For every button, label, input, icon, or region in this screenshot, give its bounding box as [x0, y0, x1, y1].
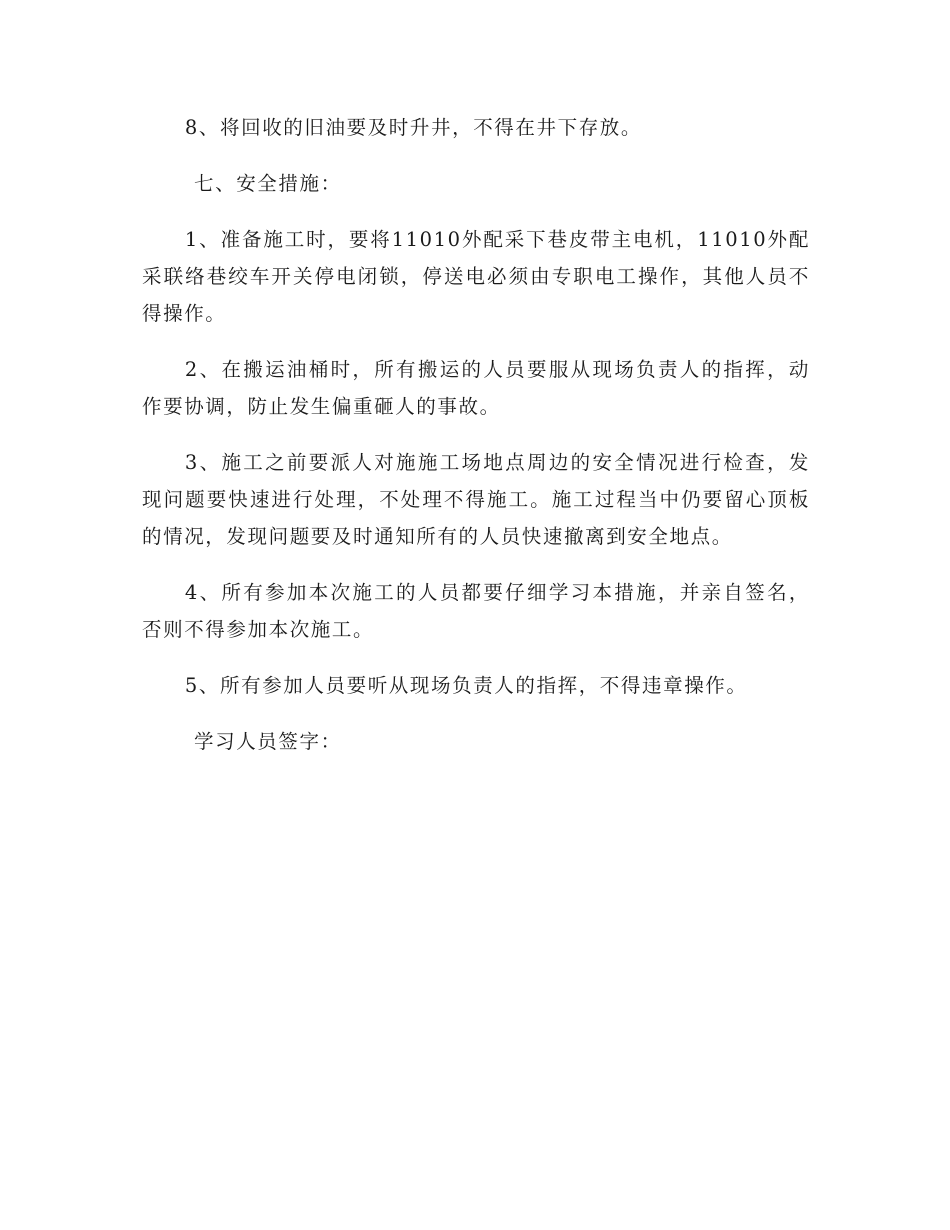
paragraph-safety-1: 1、准备施工时，要将11010外配采下巷皮带主电机，11010外配采联络巷绞车开关停电闭锁，停送电必须由专职电工操作，其他人员不得操作。	[142, 228, 810, 325]
paragraph-safety-4: 4、所有参加本次施工的人员都要仔细学习本措施，并亲自签名，否则不得参加本次施工。	[142, 581, 810, 641]
section-heading-safety-measures: 七、安全措施：	[194, 172, 342, 195]
paragraph-safety-3: 3、施工之前要派人对施施工场地点周边的安全情况进行检查，发现问题要快速进行处理，不处理不得施工。施工过程当中仍要留心顶板的情况，发现问题要及时通知所有的人员快速撤离到安全地点。	[142, 451, 810, 548]
paragraph-safety-2: 2、在搬运油桶时，所有搬运的人员要服从现场负责人的指挥，动作要协调，防止发生偏重砸人的事故。	[142, 358, 810, 418]
document-body	[142, 109, 810, 779]
paragraph-item-8: 8、将回收的旧油要及时升井，不得在井下存放。	[184, 116, 642, 139]
paragraph-safety-5: 5、所有参加人员要听从现场负责人的指挥，不得违章操作。	[184, 674, 748, 697]
signature-label: 学习人员签字：	[194, 730, 342, 753]
